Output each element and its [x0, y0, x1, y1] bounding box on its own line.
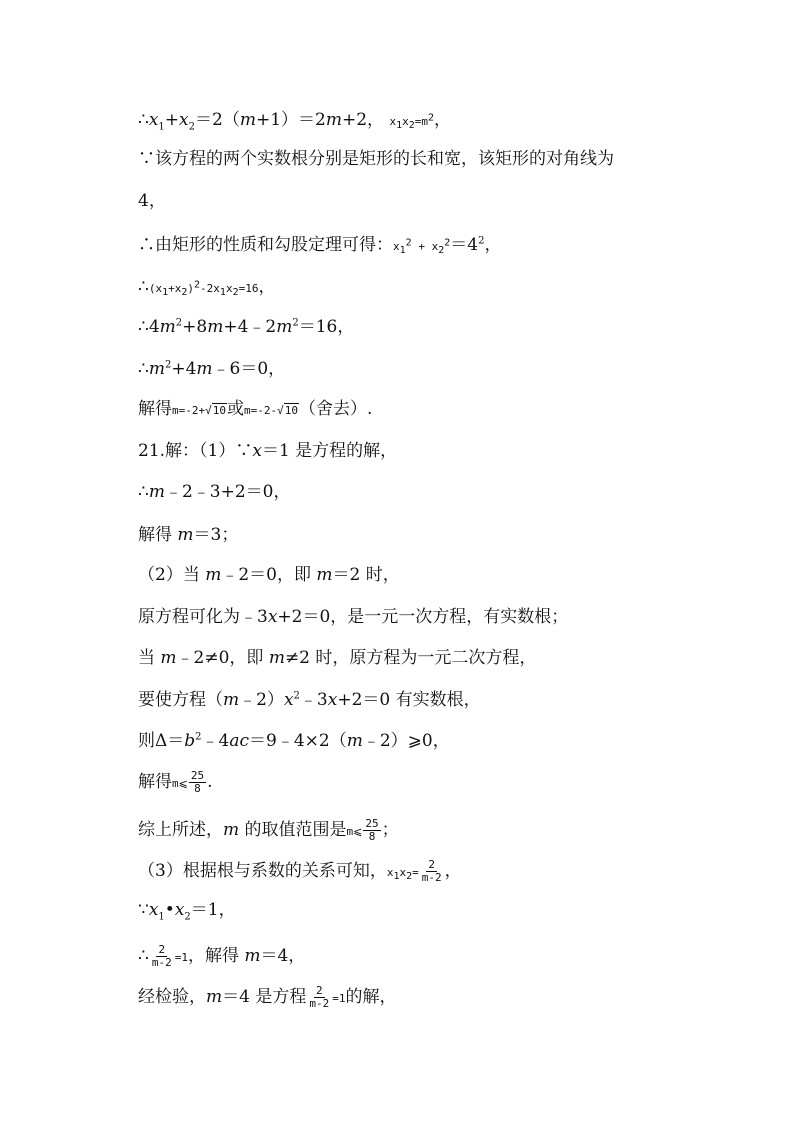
line-22: 经检验，m＝4 是方程 $\frac{2}{m-2}$ =1的解， [138, 984, 397, 1010]
var: x [179, 110, 189, 130]
superscript: 2 [478, 235, 485, 247]
line-5 [138, 275, 275, 301]
line-9: 21.解：（1）∵x＝1 是方程的解， [138, 441, 398, 461]
formula: m=-2+√10 [172, 404, 226, 417]
formula: $x_1^2 + x_2^2$ [393, 237, 451, 257]
fraction: $\frac{2}{m-2}$ [309, 984, 330, 1010]
text: ， [434, 110, 452, 130]
text: ∴由矩形的性质和勾股定理可得： [138, 235, 393, 255]
line-7: $\therefore m^2+4m﹣6=0$， [138, 359, 286, 379]
line-13: 原方程可化为﹣3x+2＝0，是一元一次方程，有实数根； [138, 607, 569, 627]
line-17: 解得m⩽ $\frac{25}{8}$ . [138, 769, 213, 795]
line-15: 要使方程$(m﹣2)x^2﹣3x+2=0$ 有实数根， [138, 690, 481, 710]
var: x [148, 110, 159, 130]
line-8: 解得m=-2+√10或m=-2-√10（舍去）. [138, 399, 373, 419]
line-14: 当 m﹣2≠0，即 m≠2 时，原方程为一元二次方程， [138, 648, 537, 668]
text: ∴ [138, 277, 149, 297]
line-3: 4， [138, 191, 166, 211]
text: ＝4 [450, 235, 479, 255]
fraction: $\frac{25}{8}$ [190, 769, 205, 795]
text: ， [258, 277, 276, 297]
line-2: ∵该方程的两个实数根分别是矩形的长和宽，该矩形的对角线为 [138, 149, 614, 169]
line-20: $\because x_1•x_2=1$， [138, 900, 236, 923]
line-4 [138, 233, 501, 259]
formula: m=-2-√10 [244, 404, 298, 417]
subscript: 1 [158, 121, 165, 133]
var: m [239, 110, 256, 130]
fraction: $\frac{2}{m-2}$ [421, 858, 442, 884]
line-1 [138, 108, 451, 134]
fraction: $\frac{25}{8}$ [365, 817, 379, 843]
formula: m⩽ [346, 825, 363, 838]
formula: $x_1x_2=m^2$ [389, 112, 435, 132]
text: +2， [341, 110, 385, 130]
line-21: ∴ $\frac{2}{m-2}$ =1，解得 m＝4， [138, 943, 306, 969]
fraction: $\frac{2}{m-2}$ [151, 943, 172, 969]
formula: $x_1x_2=$ [386, 866, 419, 883]
text: + [164, 110, 180, 130]
line-12: （2）当 m﹣2＝0，即 m＝2 时， [138, 565, 400, 585]
subscript: 2 [188, 121, 196, 133]
text: ＝2（ [195, 110, 240, 130]
text: +1）＝2 [255, 110, 326, 130]
line-19: （3）根据根与系数的关系可知，$x_1x_2=$ $\frac{2}{m-2}$ ， [138, 858, 462, 884]
line-18: 综上所述，m 的取值范围是m⩽ $\frac{25}{8}$ ； [138, 817, 399, 843]
formula: $(x_1+x_2)^2-2x_1x_2=16$ [148, 279, 259, 299]
formula: m⩽ [172, 777, 188, 790]
line-6: $\therefore 4m^2+8m+4﹣2m^2=16$， [138, 317, 355, 337]
line-10: ∴m﹣2﹣3+2＝0， [138, 482, 291, 502]
var: m [325, 110, 342, 130]
line-16: 则$\Delta=b^2﹣4ac=9﹣4\times 2(m﹣2)⩾0$， [138, 731, 450, 751]
line-11: 解得 m＝3； [138, 525, 239, 545]
text: ， [484, 235, 502, 255]
text: ∴ [138, 110, 149, 130]
